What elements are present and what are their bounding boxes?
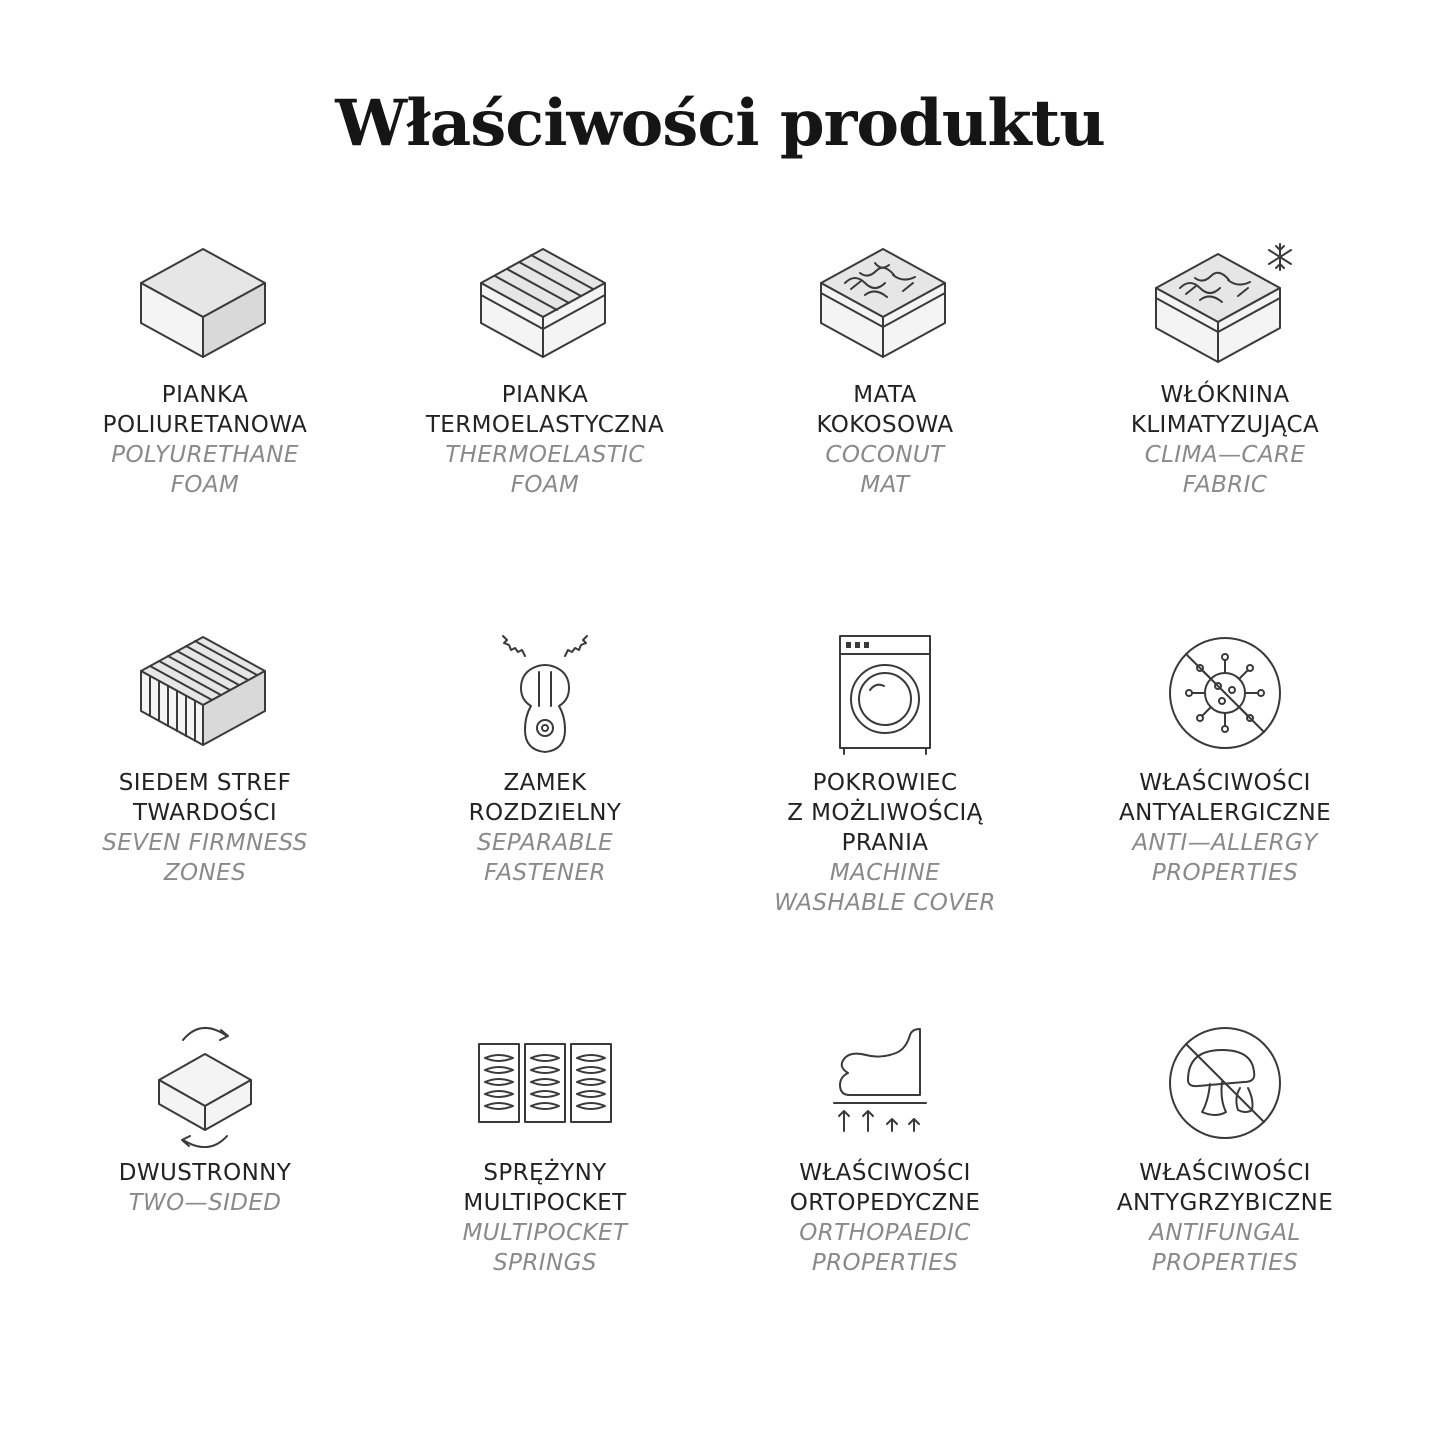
feature-label-en: SEVEN FIRMNESS ZONES bbox=[102, 830, 308, 886]
foam-block-icon bbox=[135, 245, 275, 365]
feature-label-pl: SIEDEM STREF TWARDOŚCI bbox=[118, 770, 292, 826]
feature-separable-fastener bbox=[375, 618, 715, 888]
feature-label-en: ORTHOPAEDIC PROPERTIES bbox=[799, 1220, 971, 1276]
feature-label-en: SEPARABLE FASTENER bbox=[476, 830, 614, 886]
feature-polyurethane-foam bbox=[35, 230, 375, 500]
feature-coconut-mat bbox=[715, 230, 1055, 500]
feature-label-pl: DWUSTRONNY bbox=[118, 1160, 292, 1186]
feature-two-sided bbox=[35, 1008, 375, 1218]
feature-label-pl: WŁAŚCIWOŚCI ANTYALERGICZNE bbox=[1118, 770, 1332, 826]
snowflake-icon bbox=[1269, 244, 1291, 270]
feature-label-en: COCONUT MAT bbox=[825, 442, 945, 498]
feature-orthopaedic bbox=[715, 1008, 1055, 1278]
feature-label-pl: PIANKA POLIURETANOWA bbox=[102, 382, 308, 438]
feature-antifungal bbox=[1055, 1008, 1395, 1278]
feature-label-pl: WŁAŚCIWOŚCI ANTYGRZYBICZNE bbox=[1116, 1160, 1334, 1216]
feature-label-en: POLYURETHANE FOAM bbox=[111, 442, 299, 498]
two-sided-icon bbox=[145, 1018, 265, 1148]
feature-label-pl: SPRĘŻYNY MULTIPOCKET bbox=[463, 1160, 627, 1216]
feature-label-en: CLIMA—CARE FABRIC bbox=[1144, 442, 1306, 498]
feature-label-en: THERMOELASTIC FOAM bbox=[445, 442, 645, 498]
feature-clima-care-fabric bbox=[1055, 230, 1395, 500]
firmness-zones-icon bbox=[135, 633, 275, 753]
feature-label-en: MACHINE WASHABLE COVER bbox=[774, 860, 996, 916]
feature-label-pl: POKROWIEC Z MOŻLIWOŚCIĄ PRANIA bbox=[787, 770, 983, 856]
clima-care-fabric-icon bbox=[1150, 240, 1300, 370]
page-title: Właściwości produktu bbox=[335, 86, 1105, 161]
orthopaedic-icon bbox=[830, 1023, 940, 1143]
feature-label-pl: ZAMEK ROZDZIELNY bbox=[468, 770, 622, 826]
feature-label-pl: WŁÓKNINA KLIMATYZUJĄCA bbox=[1130, 382, 1320, 438]
feature-seven-firmness-zones bbox=[35, 618, 375, 888]
anti-allergy-icon bbox=[1160, 628, 1290, 758]
feature-label-en: MULTIPOCKET SPRINGS bbox=[462, 1220, 628, 1276]
pocket-springs-icon bbox=[475, 1038, 615, 1128]
feature-label-pl: PIANKA TERMOELASTYCZNA bbox=[425, 382, 665, 438]
feature-thermoelastic-foam bbox=[375, 230, 715, 500]
feature-label-en: ANTIFUNGAL PROPERTIES bbox=[1149, 1220, 1301, 1276]
thermoelastic-foam-icon bbox=[475, 245, 615, 365]
antifungal-icon bbox=[1160, 1018, 1290, 1148]
coconut-mat-icon bbox=[815, 245, 955, 365]
feature-machine-washable-cover bbox=[715, 618, 1055, 918]
feature-anti-allergy bbox=[1055, 618, 1395, 888]
feature-label-en: TWO—SIDED bbox=[128, 1190, 282, 1216]
feature-label-en: ANTI—ALLERGY PROPERTIES bbox=[1132, 830, 1318, 886]
feature-multipocket-springs bbox=[375, 1008, 715, 1278]
feature-label-pl: MATA KOKOSOWA bbox=[816, 382, 954, 438]
zipper-icon bbox=[495, 628, 595, 758]
washing-machine-icon bbox=[830, 628, 940, 758]
feature-label-pl: WŁAŚCIWOŚCI ORTOPEDYCZNE bbox=[789, 1160, 981, 1216]
